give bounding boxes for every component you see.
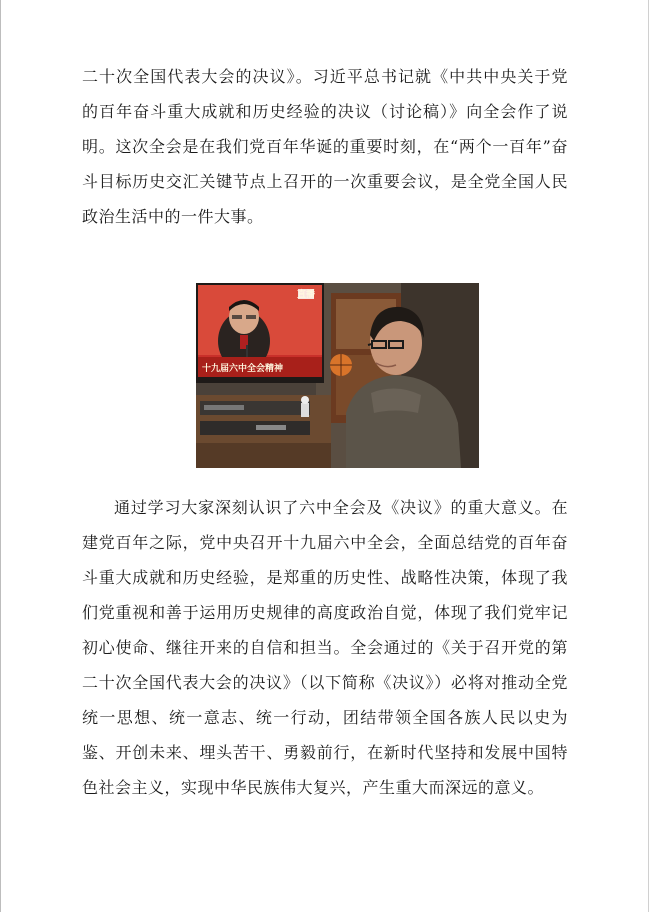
tv-logo-text: 直播	[296, 290, 316, 300]
photo-illustration	[196, 283, 479, 468]
tv-screen	[196, 283, 324, 383]
tv-caption-text: 十九届六中全会精神	[202, 364, 284, 374]
page-edge-left	[0, 0, 1, 912]
photo-man-watching-tv	[196, 283, 479, 468]
paragraph-2: 通过学习大家深刻认识了六中全会及《决议》的重大意义。在建党百年之际，党中央召开十九届六中全会，全面总结党的百年奋斗重大成就和历史经验，是郑重的历史性、战略性决策，体现了我们党重视和善于运用历史规律的高度政治自觉，体现了我们党牢记初心使命、继往开来的自信和担当。全会通过的《关于召开党的第二十次全国代表大会的决议》（以下简称《决议》）必将对推动全党统一思想、统一意志、统一行动，团结带领全国各族人民以史为鉴、开创未来、埋头苦干、勇毅前行，在新时代坚持和发展中国特色社会主义，实现中华民族伟大复兴，产生重大而深远的意义。	[82, 498, 568, 797]
paragraph-1: 二十次全国代表大会的决议》。习近平总书记就《中共中央关于党的百年奋斗重大成就和历史经验的决议（讨论稿）》向全会作了说明。这次全会是在我们党百年华诞的重要时刻，在“两个一百年”奋斗目标历史交汇关键节点上召开的一次重要会议，是全党全国人民政治生活中的一件大事。	[82, 67, 568, 226]
